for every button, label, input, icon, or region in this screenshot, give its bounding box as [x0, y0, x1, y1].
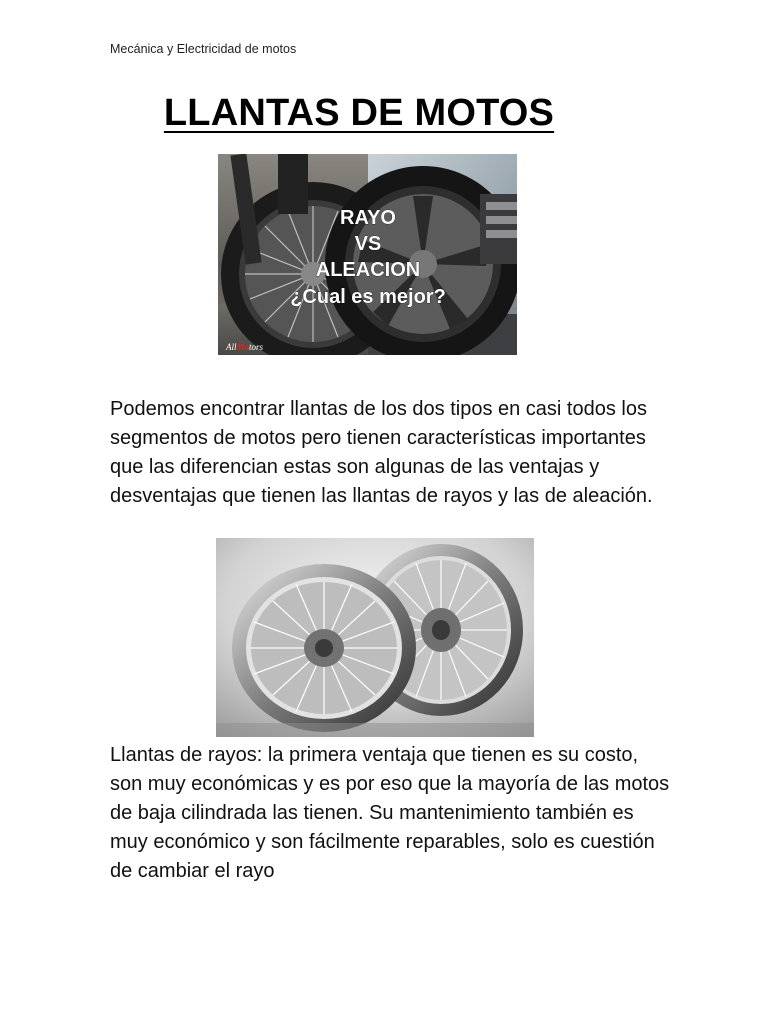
document-header: Mecánica y Electricidad de motos [110, 42, 297, 56]
allmotors-watermark [225, 342, 264, 352]
spoke-wheels-photo [216, 538, 534, 737]
overlay-line-2: VS [354, 233, 382, 255]
overlay-line-3: ALEACION [315, 259, 421, 281]
overlay-line-4: ¿Cual es mejor? [290, 286, 446, 308]
paragraph-spoke-wheels: Llantas de rayos: la primera ventaja que tienen es su costo, son muy económicas y es por eso que la mayoría de las motos de baja cilindrada las tienen. Su mantenimiento también es muy económico y son fácilmente reparables, solo es cuestión de cambiar el rayo [110, 744, 670, 882]
overlay-line-1: RAYO [340, 207, 396, 229]
rayo-vs-aleacion-image [218, 154, 517, 355]
front-spoke-wheel [232, 564, 416, 732]
page-title: LLANTAS DE MOTOS [163, 92, 555, 134]
svg-text:AllMotors: AllMotors [226, 342, 264, 352]
paragraph-intro: Podemos encontrar llantas de los dos tipos en casi todos los segmentos de motos pero tienen características importantes que las diferencian estas son algunas de las ventajas y desventajas que tienen las llantas de rayos y las de aleación. [110, 398, 653, 507]
